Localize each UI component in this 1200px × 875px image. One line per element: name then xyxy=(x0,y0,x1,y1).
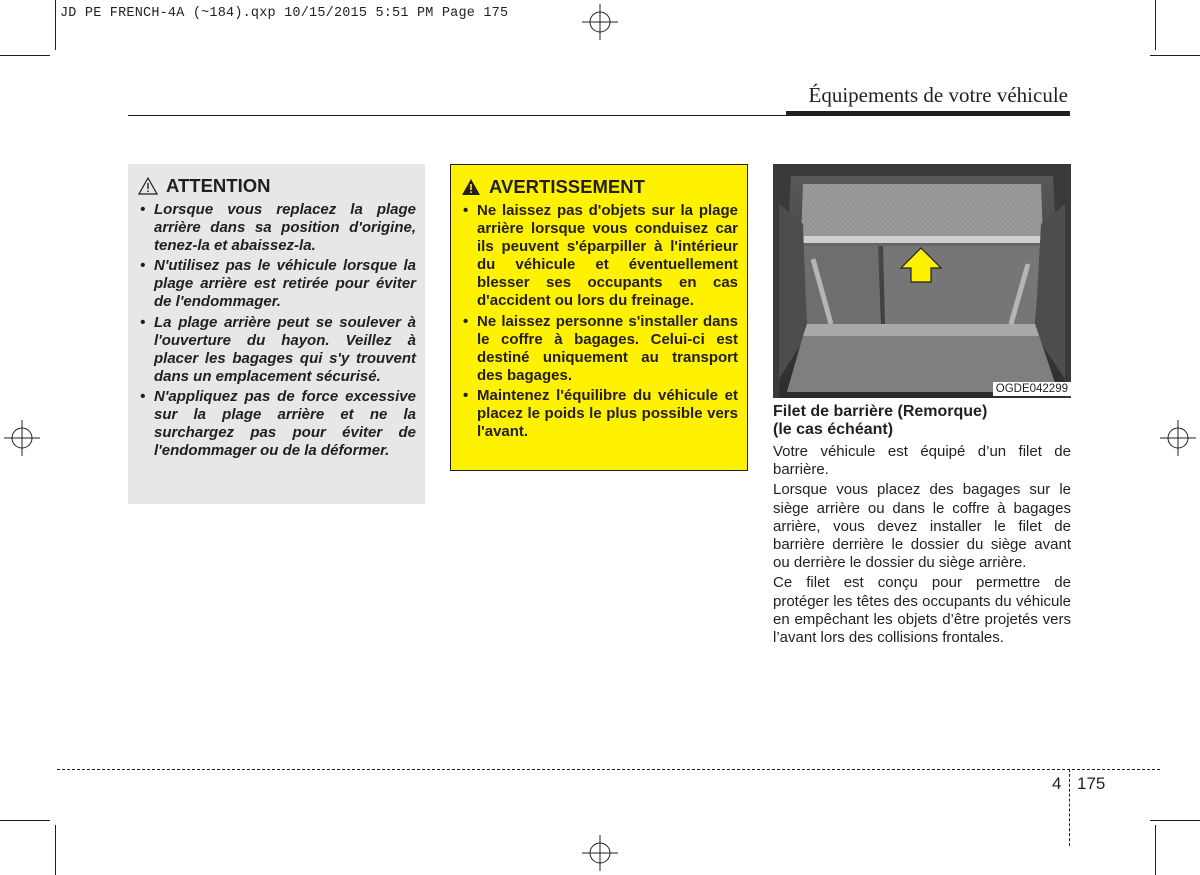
list-item: • Ne laissez personne s'installer dans le coffre à bagages. Celui-ci est destiné uniquement au transport des bagages. xyxy=(461,313,738,385)
attention-box xyxy=(128,164,425,504)
registration-mark-icon xyxy=(1160,420,1196,456)
warning-triangle-filled-icon xyxy=(461,178,481,196)
registration-mark-icon xyxy=(4,420,40,456)
header-rule xyxy=(128,115,786,116)
chapter-number: 4 xyxy=(1052,774,1062,793)
list-item: • Maintenez l'équilibre du véhicule et placez le poids le plus possible vers l'avant. xyxy=(461,387,738,441)
article-heading-line2: (le cas échéant) xyxy=(773,421,894,438)
list-item: • N'utilisez pas le véhicule lorsque la plage arrière est retirée pour éviter de l'endommager. xyxy=(138,257,416,311)
cargo-net-illustration xyxy=(773,164,1071,398)
list-item: • Lorsque vous replacez la plage arrière dans sa position d'origine, tenez-la et abaissez-la. xyxy=(138,201,416,255)
warning-header xyxy=(461,175,738,199)
page-number: 175 xyxy=(1077,774,1106,793)
article-heading xyxy=(773,403,1071,439)
list-item: • La plage arrière peut se soulever à l'ouverture du hayon. Veillez à placer les bagages qui s'y trouvent dans un emplacement sécurisé. xyxy=(138,314,416,386)
article-paragraph: Votre véhicule est équipé d’un filet de barrière. xyxy=(773,443,1071,479)
figure-code: OGDE042299 xyxy=(993,382,1071,396)
registration-mark-icon xyxy=(582,4,618,40)
registration-mark-icon xyxy=(582,835,618,871)
attention-header xyxy=(138,174,416,198)
section-title: Équipements de votre véhicule xyxy=(808,83,1068,107)
warning-box xyxy=(450,164,748,471)
list-item: • N'appliquez pas de force excessive sur la plage arrière et ne la surchargez pas pour éviter de l'endommager ou de la déformer. xyxy=(138,388,416,460)
article-paragraph: Lorsque vous placez des bagages sur le siège arrière ou dans le coffre à bagages arrière, vous devez installer le filet de barrière derrière le dossier du siège avant ou derrière le dossier du siège arrière. xyxy=(773,481,1071,572)
header-rule-thick xyxy=(786,111,1070,116)
list-item: • Ne laissez pas d'objets sur la plage arrière lorsque vous conduisez car ils peuvent s'éparpiller à l'intérieur du véhicule et éventuellement blesser ses occupants en cas d'accident ou lors du freinage. xyxy=(461,202,738,311)
warning-triangle-outline-icon xyxy=(138,177,158,195)
attention-heading: ATTENTION xyxy=(166,175,271,196)
warning-list xyxy=(461,202,738,441)
print-slug-line: JD PE FRENCH-4A (~184).qxp 10/15/2015 5:51 PM Page 175 xyxy=(60,6,509,21)
cargo-area-photo xyxy=(773,164,1071,398)
article-paragraph: Ce filet est conçu pour permettre de protéger les têtes des occupants du véhicule en empêchant les objets d’être projetés vers l’avant lors des collisions frontales. xyxy=(773,574,1071,647)
footer-divider xyxy=(1069,769,1070,846)
footer-rule xyxy=(57,769,1160,770)
warning-heading: AVERTISSEMENT xyxy=(489,176,645,197)
attention-list xyxy=(138,201,416,460)
article xyxy=(773,403,1071,649)
article-heading-line1: Filet de barrière (Remorque) xyxy=(773,403,988,420)
